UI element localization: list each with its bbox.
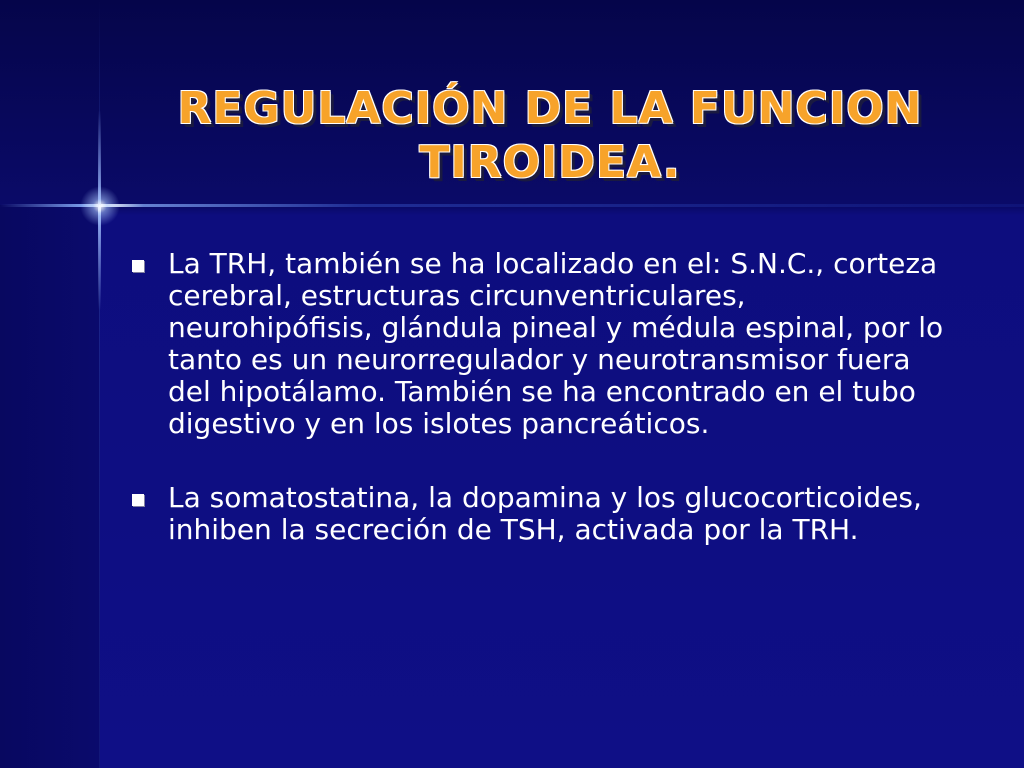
slide-title-line-2: TIROIDEA.: [419, 137, 681, 188]
bullet-text: La somatostatina, la dopamina y los glucocorticoides, inhiben la secreción de TSH, activada por la TRH.: [168, 481, 922, 546]
square-bullet-icon: [132, 260, 144, 272]
square-bullet-icon: [132, 494, 144, 506]
horizontal-light-streak: [0, 204, 1024, 207]
slide-title: [150, 82, 950, 190]
bullet-item-tsh-inhibition: [128, 482, 948, 546]
bullet-item-trh-localization: [128, 248, 948, 440]
bullet-list: [128, 248, 948, 588]
slide-left-band: [0, 205, 100, 768]
bullet-text: La TRH, también se ha localizado en el: S.N.C., corteza cerebral, estructuras circunventriculares, neurohipófisis, glándula pineal y médula espinal, por lo tanto es un neurorregulador y neurotransmisor fuera del hipotálamo. También se ha encontrado en el tubo digestivo y en los islotes pancreáticos.: [168, 247, 944, 440]
slide-title-line-1: REGULACIÓN DE LA FUNCION: [177, 83, 923, 134]
star-flare-icon: [80, 186, 120, 226]
